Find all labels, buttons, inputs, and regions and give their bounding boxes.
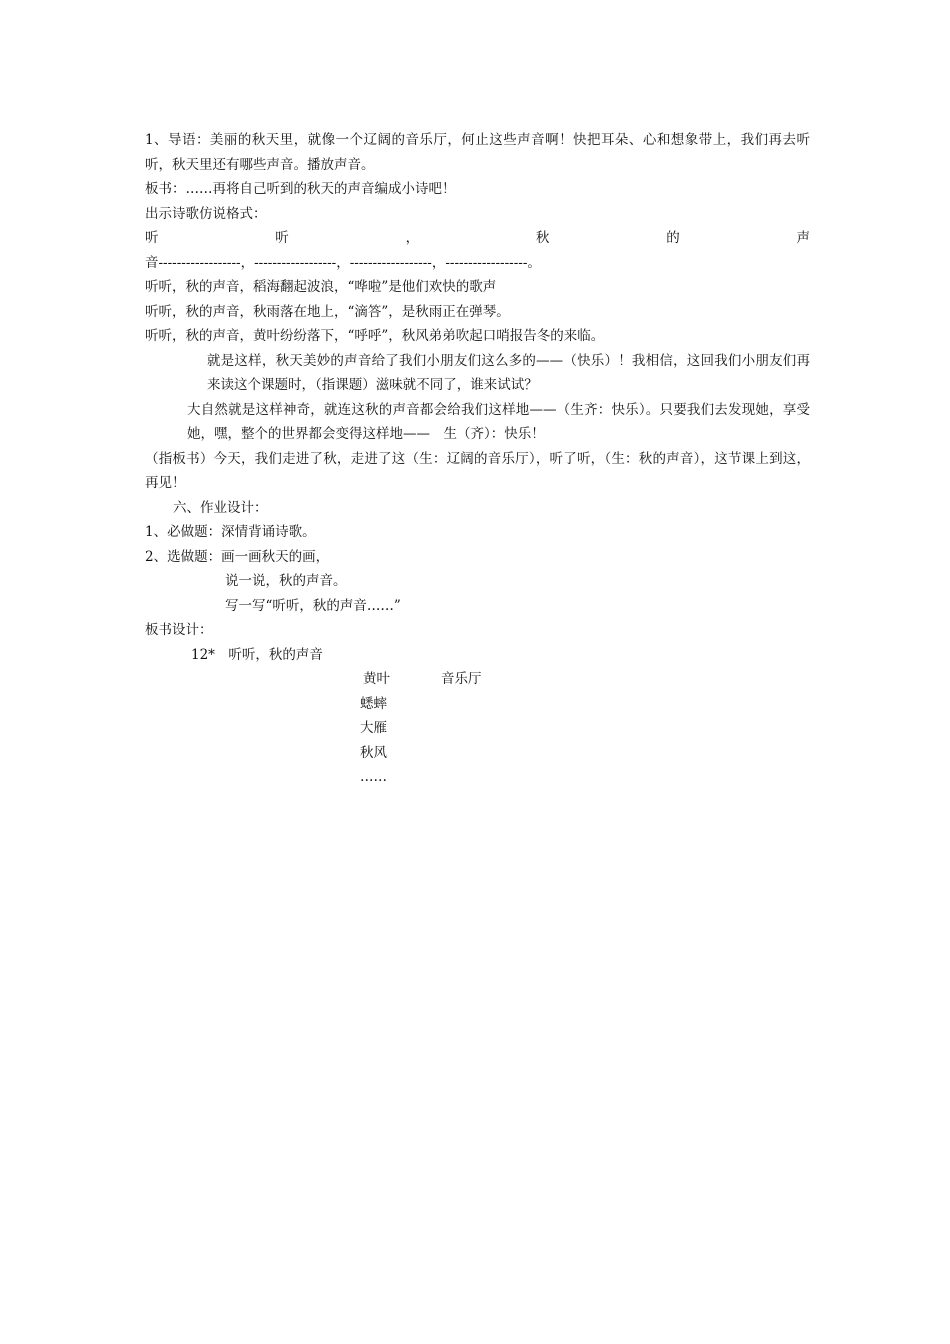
nature-paragraph: 大自然就是这样神奇，就连这秋的声音都会给我们这样地——（生齐：快乐）。只要我们去发现她，享受她，嘿，整个的世界都会变得这样地—— 生（齐）：快乐！ [187, 401, 810, 442]
blackboard-note: 板书：……再将自己听到的秋天的声音编成小诗吧！ [145, 181, 456, 197]
poem-example: 听听，秋的声音，秋雨落在地上，“滴答”，是秋雨正在弹琴。 [145, 303, 510, 320]
homework-item: 2、选做题：画一画秋天的画， [145, 548, 330, 565]
poem-example: 听听，秋的声音，黄叶纷纷落下，“呼呼”，秋风弟弟吹起口哨报告冬的来临。 [145, 328, 605, 344]
board-item: …… [360, 769, 387, 785]
homework-subitem: 写一写“听听，秋的声音……” [225, 597, 401, 614]
board-design-layout [145, 667, 810, 789]
format-word: 声 [796, 230, 810, 246]
homework-subitem: 说一说，秋的声音。 [225, 573, 347, 589]
format-word: 听 [275, 230, 289, 246]
board-item: 音乐厅 [441, 671, 482, 687]
homework-item: 1、必做题：深情背诵诗歌。 [145, 524, 316, 540]
summary-paragraph: 就是这样，秋天美妙的声音给了我们小朋友们这么多的——（快乐）！我相信，这回我们小朋友们再来读这个课题时，（指课题）滋味就不同了，谁来试试？ [207, 352, 810, 393]
board-item: 黄叶 [363, 671, 390, 687]
board-item: 秋风 [360, 744, 387, 761]
closing-paragraph: （指板书）今天，我们走进了秋，走进了这（生：辽阔的音乐厅），听了听，（生：秋的声音），这节课上到这，再见！ [145, 450, 810, 491]
document-body [145, 128, 810, 789]
poem-format-line [145, 226, 810, 251]
homework-heading: 六、作业设计： [173, 499, 268, 516]
board-design-heading: 板书设计： [145, 622, 213, 638]
board-item: 大雁 [360, 720, 387, 736]
poem-format-label: 出示诗歌仿说格式： [145, 205, 267, 222]
format-word: ， [405, 230, 420, 246]
poem-example: 听听，秋的声音，稻海翻起波浪，“哗啦”是他们欢快的歌声 [145, 279, 497, 295]
poem-format-blanks: 音------------------，------------------，------------------，------------------。 [145, 254, 541, 271]
intro-paragraph: 1、导语：美丽的秋天里，就像一个辽阔的音乐厅，何止这些声音啊！快把耳朵、心和想象带上，我们再去听听，秋天里还有哪些声音。播放声音。 [145, 132, 810, 173]
board-design-title: 12* 听听，秋的声音 [191, 646, 323, 663]
board-item: 蟋蟀 [360, 695, 387, 712]
format-word: 的 [666, 230, 680, 246]
format-word: 听 [145, 230, 159, 246]
format-word: 秋 [535, 230, 550, 246]
